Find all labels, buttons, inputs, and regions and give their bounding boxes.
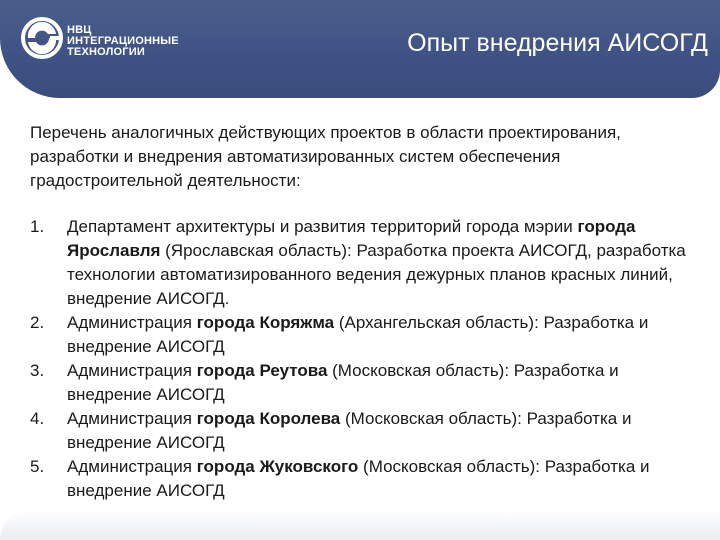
logo-line-2: ИНТЕГРАЦИОННЫЕ: [67, 35, 179, 47]
item-text-after: (Московская область): Разработка и внедрение АИСОГД: [67, 361, 619, 404]
company-logo: [20, 16, 210, 72]
list-item: [30, 455, 690, 503]
projects-list: [30, 215, 690, 503]
footer-band: [0, 510, 720, 540]
item-number: 1.: [30, 217, 45, 236]
logo-line-1: НВЦ: [67, 24, 92, 36]
list-item: [30, 215, 690, 311]
main-content: [30, 121, 690, 503]
page-title: Опыт внедрения АИСОГД: [407, 29, 708, 57]
logo-globe-icon: [20, 16, 64, 60]
item-text-after: (Московская область): Разработка и внедрение АИСОГД: [67, 457, 650, 500]
item-city: города Королева: [196, 409, 341, 428]
list-item: [30, 311, 690, 359]
item-number: 4.: [30, 409, 45, 428]
logo-text: [67, 25, 179, 58]
item-text-after: (Московская область): Разработка и внедрение АИСОГД: [67, 409, 632, 452]
item-text-after: (Ярославская область): Разработка проекта АИСОГД, разработка технологии автоматизированного ведения дежурных планов красных линий, внедрение АИСОГД.: [67, 241, 686, 308]
header-banner: [0, 0, 720, 98]
intro-paragraph: Перечень аналогичных действующих проектов в области проектирования, разработки и внедрения автоматизированных систем обеспечения градостроительной деятельности:: [30, 123, 621, 190]
item-number: 5.: [30, 457, 45, 476]
item-text-after: (Архангельская область): Разработка и внедрение АИСОГД: [67, 313, 649, 356]
item-city: города Реутова: [196, 361, 328, 380]
item-number: 3.: [30, 361, 45, 380]
item-number: 2.: [30, 313, 45, 332]
logo-line-3: ТЕХНОЛОГИИ: [67, 46, 145, 58]
item-text-before: Департамент архитектуры и развития территорий города мэрии: [67, 217, 578, 236]
item-city: города Ярославля: [67, 217, 636, 260]
list-item: [30, 407, 690, 455]
item-city: города Жуковского: [196, 457, 359, 476]
item-text-before: Администрация: [67, 361, 197, 380]
list-item: [30, 359, 690, 407]
item-text-before: Администрация: [67, 409, 197, 428]
item-city: города Коряжма: [196, 313, 335, 332]
item-text-before: Администрация: [67, 313, 197, 332]
item-text-before: Администрация: [67, 457, 197, 476]
